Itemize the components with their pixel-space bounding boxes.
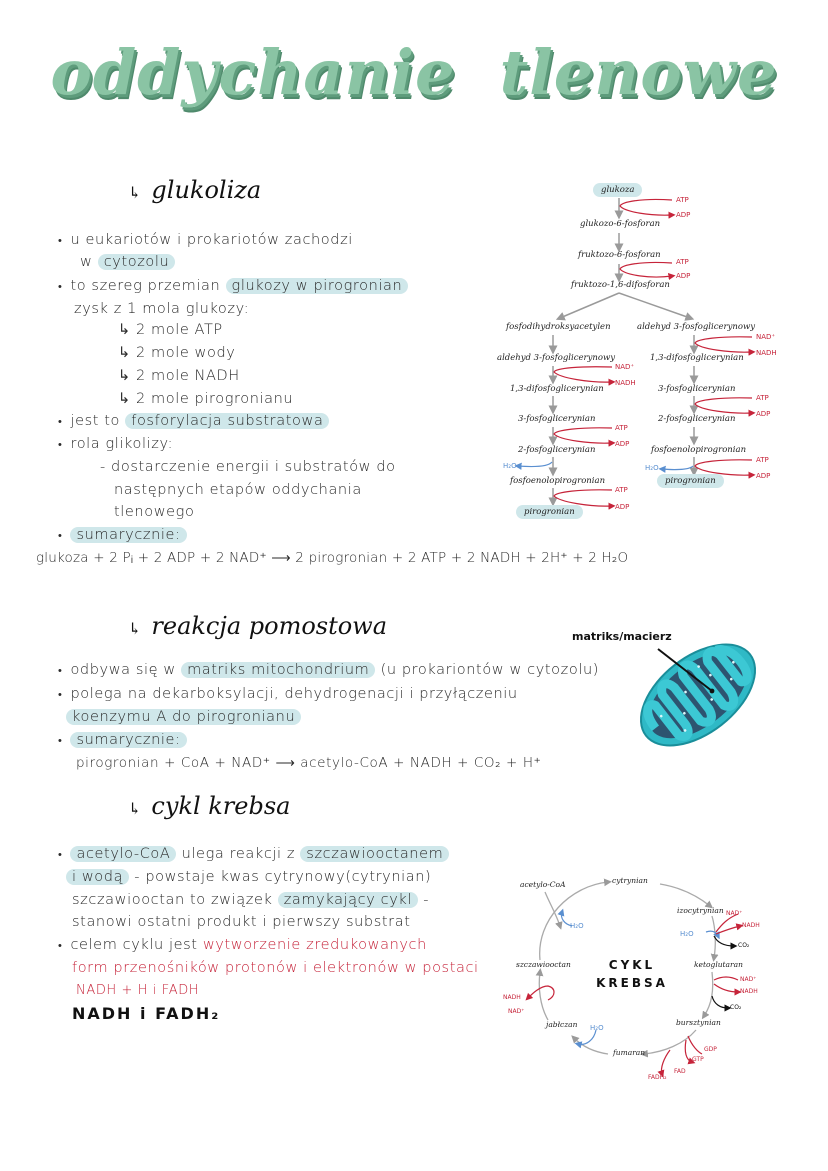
- title-word-1: oddychanie: [50, 36, 456, 109]
- text-line: następnych etapów oddychania: [114, 482, 362, 498]
- label-atp: ATP: [615, 424, 628, 432]
- turn-arrow-icon: ↳: [128, 799, 142, 818]
- glycolysis-equation: glukoza + 2 Pᵢ + 2 ADP + 2 NAD⁺ ⟶ 2 pirogronian + 2 ATP + 2 NADH + 2H⁺ + 2 H₂O: [36, 550, 629, 566]
- text: (u prokariontów w cytozolu): [380, 662, 599, 678]
- turn-arrow-icon: ↳: [118, 391, 136, 407]
- krebs-node-fumaran: fumaran: [613, 1048, 646, 1057]
- cycle-title: [592, 956, 672, 992]
- label-nad: NAD⁺: [615, 363, 635, 371]
- label-h2o: H₂O: [503, 462, 517, 470]
- bullet-icon: •: [58, 234, 63, 247]
- label-adp: ADP: [756, 472, 771, 480]
- krebs-label-gtp: GTP: [692, 1056, 704, 1063]
- label-nadh: NADH: [615, 379, 636, 387]
- label-adp: ADP: [676, 272, 691, 280]
- bullet-icon: •: [58, 734, 63, 747]
- red-text-line: NADH + H i FADH: [76, 983, 200, 998]
- bullet-icon: •: [58, 415, 63, 428]
- cycle-title-line: KREBSA: [596, 976, 668, 990]
- label-nad: NAD⁺: [756, 333, 776, 341]
- krebs-label-nad: NAD⁺: [740, 976, 757, 983]
- node-f16bp: fruktozo-1,6-difosforan: [571, 280, 670, 290]
- node-3pg: 3-fosfoglicerynian: [518, 414, 596, 424]
- krebs-label-gdp: GDP: [704, 1046, 717, 1053]
- node-2pg: 2-fosfoglicerynian: [658, 414, 736, 424]
- label-nadh: NADH: [756, 349, 777, 357]
- node-pirogronian: pirogronian: [516, 505, 583, 519]
- heading-text: reakcja pomostowa: [151, 612, 388, 640]
- krebs-label-fadh2: FADH₂: [648, 1074, 667, 1081]
- label-adp: ADP: [756, 410, 771, 418]
- highlight: fosforylacja substratowa: [125, 413, 329, 429]
- highlight: koenzymu A do pirogronianu: [66, 709, 301, 725]
- turn-arrow-icon: ↳: [118, 322, 136, 338]
- text: w: [80, 254, 93, 270]
- bridge-equation: pirogronian + CoA + NAD⁺ ⟶ acetylo-CoA + NADH + CO₂ + H⁺: [76, 755, 542, 771]
- krebs-label-nadh: NADH: [740, 988, 758, 995]
- krebs-node-izocytrynian: izocytrynian: [677, 906, 724, 915]
- cycle-title-line: CYKL: [608, 958, 656, 972]
- turn-arrow-icon: ↳: [118, 345, 136, 361]
- text: 2 mole NADH: [135, 368, 240, 384]
- krebs-label-h2o: H₂O: [680, 930, 694, 938]
- text: -: [423, 892, 430, 908]
- text: celem cyklu jest: [70, 937, 198, 953]
- krebs-node-szczawiooctan: szczawiooctan: [516, 960, 571, 969]
- node-pep: fosfoenolopirogronian: [651, 445, 747, 455]
- node-pep: fosfoenolopirogronian: [510, 476, 606, 486]
- bullet-icon: •: [58, 529, 63, 542]
- label-atp: ATP: [676, 196, 689, 204]
- label-adp: ADP: [676, 211, 691, 219]
- highlight: matriks mitochondrium: [181, 662, 375, 678]
- highlight: szczawiooctanem: [300, 846, 449, 862]
- bullet-icon: •: [58, 688, 63, 701]
- highlight: zamykający cykl: [278, 892, 418, 908]
- highlight: i wodą: [66, 869, 129, 885]
- text: 2 mole wody: [135, 345, 236, 361]
- highlight: sumarycznie:: [70, 527, 186, 543]
- turn-arrow-icon: ↳: [128, 183, 142, 202]
- summary-bold: NADH i FADH₂: [72, 1004, 221, 1023]
- highlight: glukozy w pirogronian: [226, 278, 409, 294]
- bullet-icon: •: [58, 280, 63, 293]
- label-atp: ATP: [756, 456, 769, 464]
- node-3pg: 3-fosfoglicerynian: [658, 384, 736, 394]
- krebs-label-fad: FAD: [674, 1068, 686, 1075]
- krebs-node-jablczan: jabłczan: [546, 1020, 578, 1029]
- krebs-label-nadh: NADH: [742, 922, 760, 929]
- krebs-node-acetyl-coa: acetylo-CoA: [520, 880, 566, 889]
- krebs-label-nad: NAD⁺: [508, 1008, 525, 1015]
- red-text-line: form przenośników protonów i elektronów w postaci: [72, 960, 479, 976]
- krebs-node-cytrynian: cytrynian: [612, 876, 648, 885]
- red-text: wytworzenie zredukowanych: [202, 937, 427, 953]
- krebs-label-co2: CO₂: [730, 1004, 742, 1011]
- krebs-node-bursztynian: bursztynian: [676, 1018, 721, 1027]
- label-atp: ATP: [615, 486, 628, 494]
- krebs-label-h2o: H₂O: [590, 1024, 604, 1032]
- krebs-node-ketoglutaran: ketoglutaran: [694, 960, 743, 969]
- text: odbywa się w: [70, 662, 176, 678]
- text-line: - dostarczenie energii i substratów do: [100, 459, 396, 475]
- node-g3p: aldehyd 3-fosfoglicerynowy: [497, 353, 616, 363]
- bullet-icon: •: [58, 848, 63, 861]
- text: ulega reakcji z: [181, 846, 296, 862]
- node-13bpg: 1,3-difosfoglicerynian: [510, 384, 604, 394]
- node-glukoza: glukoza: [593, 183, 642, 197]
- text: 2 mole pirogronianu: [135, 391, 294, 407]
- node-g6p: glukozo-6-fosforan: [580, 219, 661, 229]
- turn-arrow-icon: ↳: [118, 368, 136, 384]
- krebs-label-co2: CO₂: [738, 942, 750, 949]
- label-h2o: H₂O: [645, 464, 659, 472]
- text: szczawiooctan to związek: [72, 892, 273, 908]
- turn-arrow-icon: ↳: [128, 619, 142, 638]
- text: u eukariotów i prokariotów zachodzi: [70, 232, 353, 248]
- text: rola glikolizy:: [70, 436, 174, 452]
- label-atp: ATP: [756, 394, 769, 402]
- text: polega na dekarboksylacji, dehydrogenacji i przyłączeniu: [70, 686, 518, 702]
- mito-label: matriks/macierz: [572, 630, 672, 643]
- bullet-icon: •: [58, 664, 63, 677]
- highlight: acetylo-CoA: [70, 846, 176, 862]
- heading-text: glukoliza: [151, 176, 262, 204]
- krebs-label-h2o: H₂O: [570, 922, 584, 930]
- text: 2 mole ATP: [135, 322, 223, 338]
- text-line: tlenowego: [114, 504, 195, 520]
- highlight: sumarycznie:: [70, 732, 186, 748]
- text: to szereg przemian: [70, 278, 221, 294]
- bullet-icon: •: [58, 939, 63, 952]
- node-dhap: fosfodihydroksyacetylen: [506, 322, 611, 332]
- krebs-label-nadh: NADH: [503, 994, 521, 1001]
- node-g3p: aldehyd 3-fosfoglicerynowy: [637, 322, 756, 332]
- bullet-icon: •: [58, 438, 63, 451]
- label-adp: ADP: [615, 503, 630, 511]
- text: jest to: [70, 413, 121, 429]
- node-pirogronian: pirogronian: [657, 474, 724, 488]
- text-line: zysk z 1 mola glukozy:: [74, 301, 250, 317]
- highlight: cytozolu: [98, 254, 176, 270]
- text: - powstaje kwas cytrynowy(cytrynian): [134, 869, 432, 885]
- title-word-2: tlenowe: [499, 36, 778, 109]
- node-2pg: 2-fosfoglicerynian: [518, 445, 596, 455]
- krebs-label-nad: NAD⁺: [726, 910, 743, 917]
- node-13bpg: 1,3-difosfoglicerynian: [650, 353, 744, 363]
- node-f6p: fruktozo-6-fosforan: [578, 250, 661, 260]
- label-atp: ATP: [676, 258, 689, 266]
- heading-text: cykl krebsa: [151, 792, 291, 820]
- text-line: stanowi ostatni produkt i pierwszy substrat: [72, 914, 411, 930]
- label-adp: ADP: [615, 440, 630, 448]
